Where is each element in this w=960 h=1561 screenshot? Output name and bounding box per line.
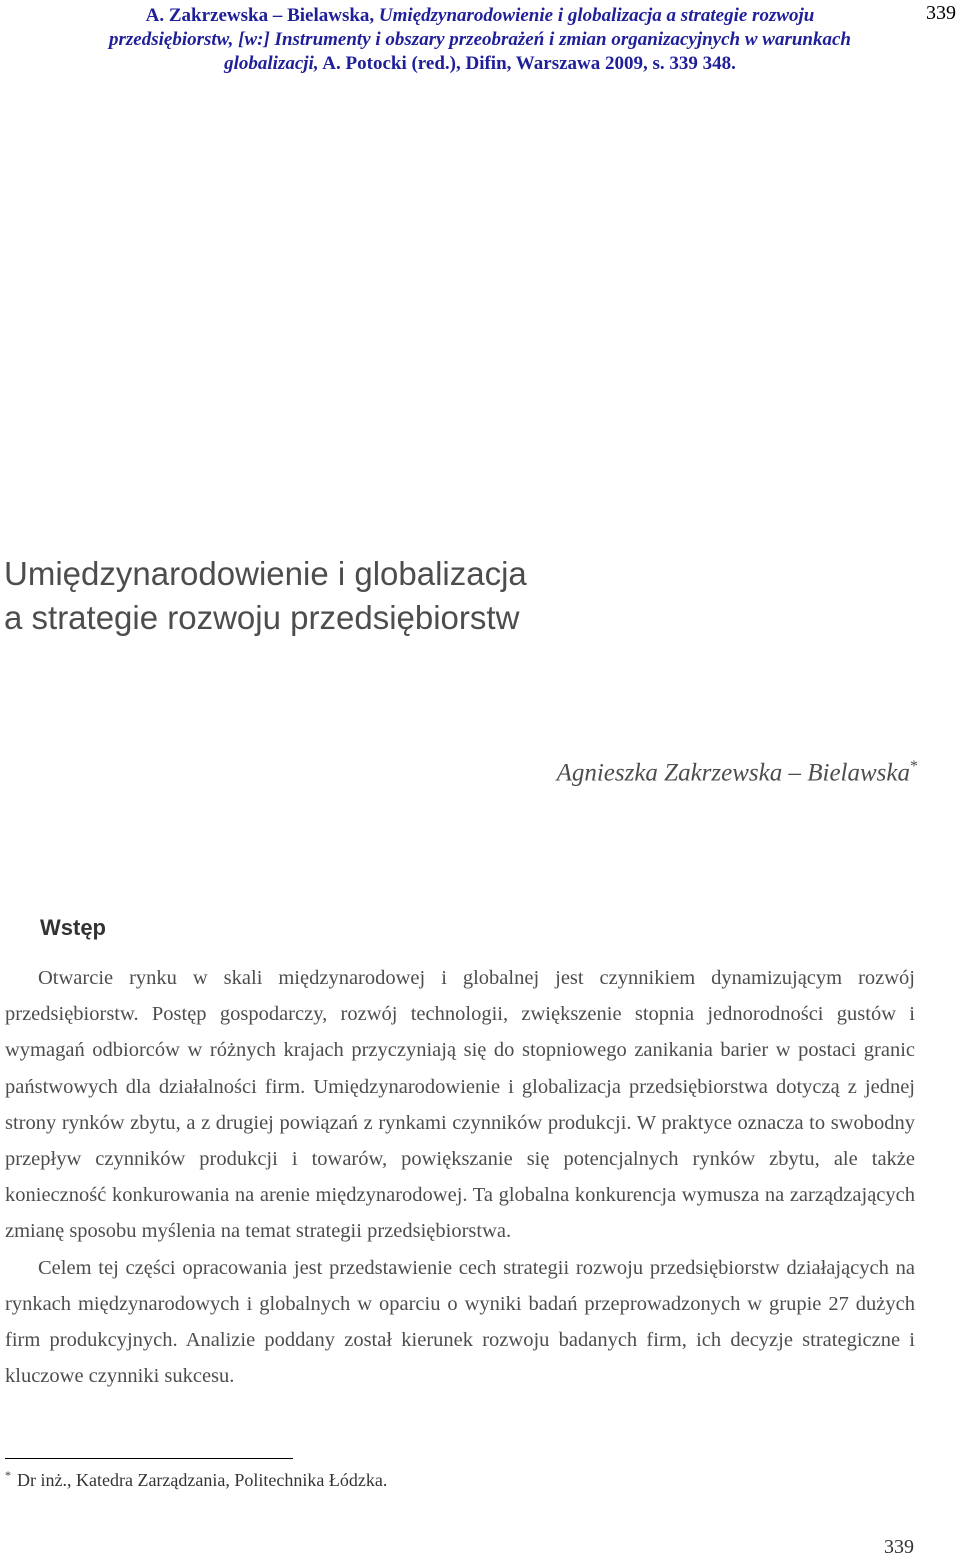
footnote-mark: * [5,1468,11,1482]
author-footnote-mark: * [910,758,918,775]
citation-line-3 [80,52,880,76]
paragraph: Celem tej części opracowania jest przedstawienie cech strategii rozwoju przedsiębiorstw działających na rynkach międzynarodowych i globalnych w oparciu o wyniki badań przeprowadzonych w grupie 27 dużych firm produkcyjnych. Analizie poddany został kierunek rozwoju badanych firm, ich decyzje strategiczne i kluczowe czynniki sukcesu. [5,1256,915,1388]
citation-header [80,4,880,76]
footnote-separator [5,1458,293,1459]
article-title [4,552,527,640]
section-heading: Wstęp [40,915,106,940]
title-line-1: Umiędzynarodowienie i globalizacja [4,555,527,592]
title-line-2: a strategie rozwoju przedsiębiorstw [4,599,520,636]
author-line [557,758,918,787]
page-number-bottom: 339 [884,1536,914,1558]
page-number-top: 339 [926,2,956,24]
citation-line-2 [80,28,880,52]
citation-title-1: Umiędzynarodowienie i globalizacja a strategie rozwoju [378,5,815,26]
citation-line-1 [80,4,880,28]
body-text [5,960,915,1394]
citation-title-3: globalizacji, [224,53,319,74]
footnote-text: Dr inż., Katedra Zarządzania, Politechnika Łódzka. [17,1470,388,1490]
citation-author: A. Zakrzewska – Bielawska, [145,5,375,26]
paragraph: Otwarcie rynku w skali międzynarodowej i globalnej jest czynnikiem dynamizującym rozwój przedsiębiorstw. Postęp gospodarczy, rozwój technologii, zwiększenie stopnia jednorodności gustów i wymagań odbiorców w różnych krajach przyczyniają się do stopniowego zanikania barier w postaci granic państwowych dla działalności firm. Umiędzynarodowienie i globalizacja przedsiębiorstwa dotyczą z jednej strony rynków zbytu, a z drugiej powiązań z rynkami czynników produkcji. W praktyce oznacza to swobodny przepływ czynników produkcji i towarów, powiększanie się potencjalnych rynków zbytu, ale także konieczność konkurowania na arenie międzynarodowej. Ta globalna konkurencja wymusza na zarządzających zmianę sposobu myślenia na temat strategii przedsiębiorstwa. [5,967,915,1243]
citation-publisher: A. Potocki (red.), Difin, Warszawa 2009, s. 339 348. [322,53,736,74]
citation-title-2: przedsiębiorstw, [w:] Instrumenty i obszary przeobrażeń i zmian organizacyjnych w warunkach [109,29,851,50]
author-name: Agnieszka Zakrzewska – Bielawska [556,759,910,787]
footnote [5,1468,387,1491]
